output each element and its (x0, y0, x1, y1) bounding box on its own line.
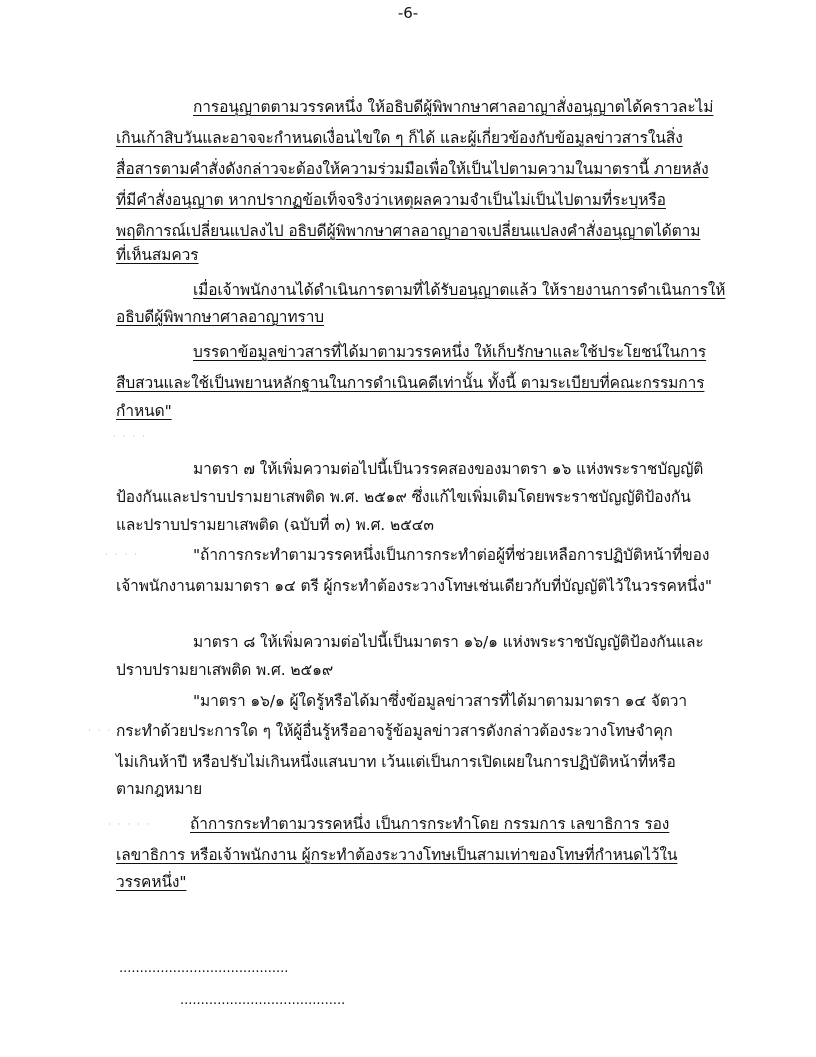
section7-quote-line-2: เจ้าพนักงานตามมาตรา ๑๔ ตรี ผู้กระทำต้องระวางโทษเช่นเดียวกับที่บัญญัติไว้ในวรรคหนึ่ง" (116, 577, 712, 595)
section8-line-2: ปราบปรามยาเสพติด พ.ศ. ๒๕๑๙ (116, 661, 334, 679)
signature-line-2: ........................................ (180, 993, 346, 1008)
section7-line-3: และปราบปรามยาเสพติด (ฉบับที่ ๓) พ.ศ. ๒๕๔๓ (116, 516, 434, 534)
section8-para2-line-3: วรรคหนึ่ง" (116, 873, 187, 891)
para1-line-6: ที่เห็นสมควร (116, 246, 199, 264)
signature-line-1: ......................................... (119, 961, 289, 976)
para1-line-2: เกินเก้าสิบวันและอาจจะกำหนดเงื่อนไขใด ๆ ก็ได้ และผู้เกี่ยวข้องกับข้อมูลข่าวสารในสิ่ง (116, 129, 683, 147)
para3-line-2: สืบสวนและใช้เป็นพยานหลักฐานในการดำเนินคดีเท่านั้น ทั้งนี้ ตามระเบียบที่คณะกรรมการ (116, 374, 705, 392)
section8-para2-line-2: เลขาธิการ หรือเจ้าพนักงาน ผู้กระทำต้องระวางโทษเป็นสามเท่าของโทษที่กำหนดไว้ใน (116, 846, 678, 864)
para2-line-1: เมื่อเจ้าพนักงานได้ดำเนินการตามที่ได้รับอนุญาตแล้ว ให้รายงานการดำเนินการให้ (193, 281, 726, 299)
scan-speck: · · · · (88, 726, 123, 736)
section7-line-2: ป้องกันและปราบปรามยาเสพติด พ.ศ. ๒๕๑๙ ซึ่งแก้ไขเพิ่มเติมโดยพระราชบัญญัติป้องกัน (116, 488, 691, 506)
section7-line-1: มาตรา ๗ ให้เพิ่มความต่อไปนี้เป็นวรรคสองของมาตรา ๑๖ แห่งพระราชบัญญัติ (193, 460, 704, 478)
para1-line-5: พฤติการณ์เปลี่ยนแปลงไป อธิบดีผู้พิพากษาศาลอาญาอาจเปลี่ยนแปลงคำสั่งอนุญาตได้ตาม (116, 222, 701, 240)
section8-quote-line-2: กระทำด้วยประการใด ๆ ให้ผู้อื่นรู้หรืออาจรู้ข้อมูลข่าวสารดังกล่าวต้องระวางโทษจำคุก (116, 722, 673, 740)
para1-line-3: สื่อสารตามคำสั่งดังกล่าวจะต้องให้ความร่วมมือเพื่อให้เป็นไปตามความในมาตรานี้ ภายหลัง (116, 160, 709, 178)
section8-line-1: มาตรา ๘ ให้เพิ่มความต่อไปนี้เป็นมาตรา ๑๖/๑ แห่งพระราชบัญญัติป้องกันและ (193, 633, 704, 651)
scan-speck: · · · · (113, 432, 148, 442)
section8-para2-line-1: ถ้าการกระทำตามวรรคหนึ่ง เป็นการกระทำโดย กรรมการ เลขาธิการ รอง (190, 815, 670, 833)
section8-quote-line-3: ไม่เกินห้าปี หรือปรับไม่เกินหนึ่งแสนบาท เว้นแต่เป็นการเปิดเผยในการปฏิบัติหน้าที่หรือ (116, 753, 676, 771)
para3-line-1: บรรดาข้อมูลข่าวสารที่ได้มาตามวรรคหนึ่ง ให้เก็บรักษาและใช้ประโยชน์ในการ (193, 343, 707, 361)
section8-quote-line-1: "มาตรา ๑๖/๑ ผู้ใดรู้หรือได้มาซึ่งข้อมูลข่าวสารที่ได้มาตามมาตรา ๑๔ จัตวา (193, 692, 687, 710)
page-number: -6- (397, 4, 419, 22)
scan-speck: · · · · (105, 550, 140, 560)
para2-line-2: อธิบดีผู้พิพากษาศาลอาญาทราบ (116, 308, 325, 326)
section7-quote-line-1: "ถ้าการกระทำตามวรรคหนึ่งเป็นการกระทำต่อผู้ที่ช่วยเหลือการปฏิบัติหน้าที่ของ (193, 546, 710, 564)
scan-speck: · · · · · (108, 820, 152, 830)
section8-quote-line-4: ตามกฎหมาย (116, 780, 203, 798)
para1-line-4: ที่มีคำสั่งอนุญาต หากปรากฏข้อเท็จจริงว่าเหตุผลความจำเป็นไม่เป็นไปตามที่ระบุหรือ (116, 191, 666, 209)
para3-line-3: กำหนด" (116, 402, 172, 420)
para1-line-1: การอนุญาตตามวรรคหนึ่ง ให้อธิบดีผู้พิพากษาศาลอาญาสั่งอนุญาตได้คราวละไม่ (193, 98, 714, 116)
